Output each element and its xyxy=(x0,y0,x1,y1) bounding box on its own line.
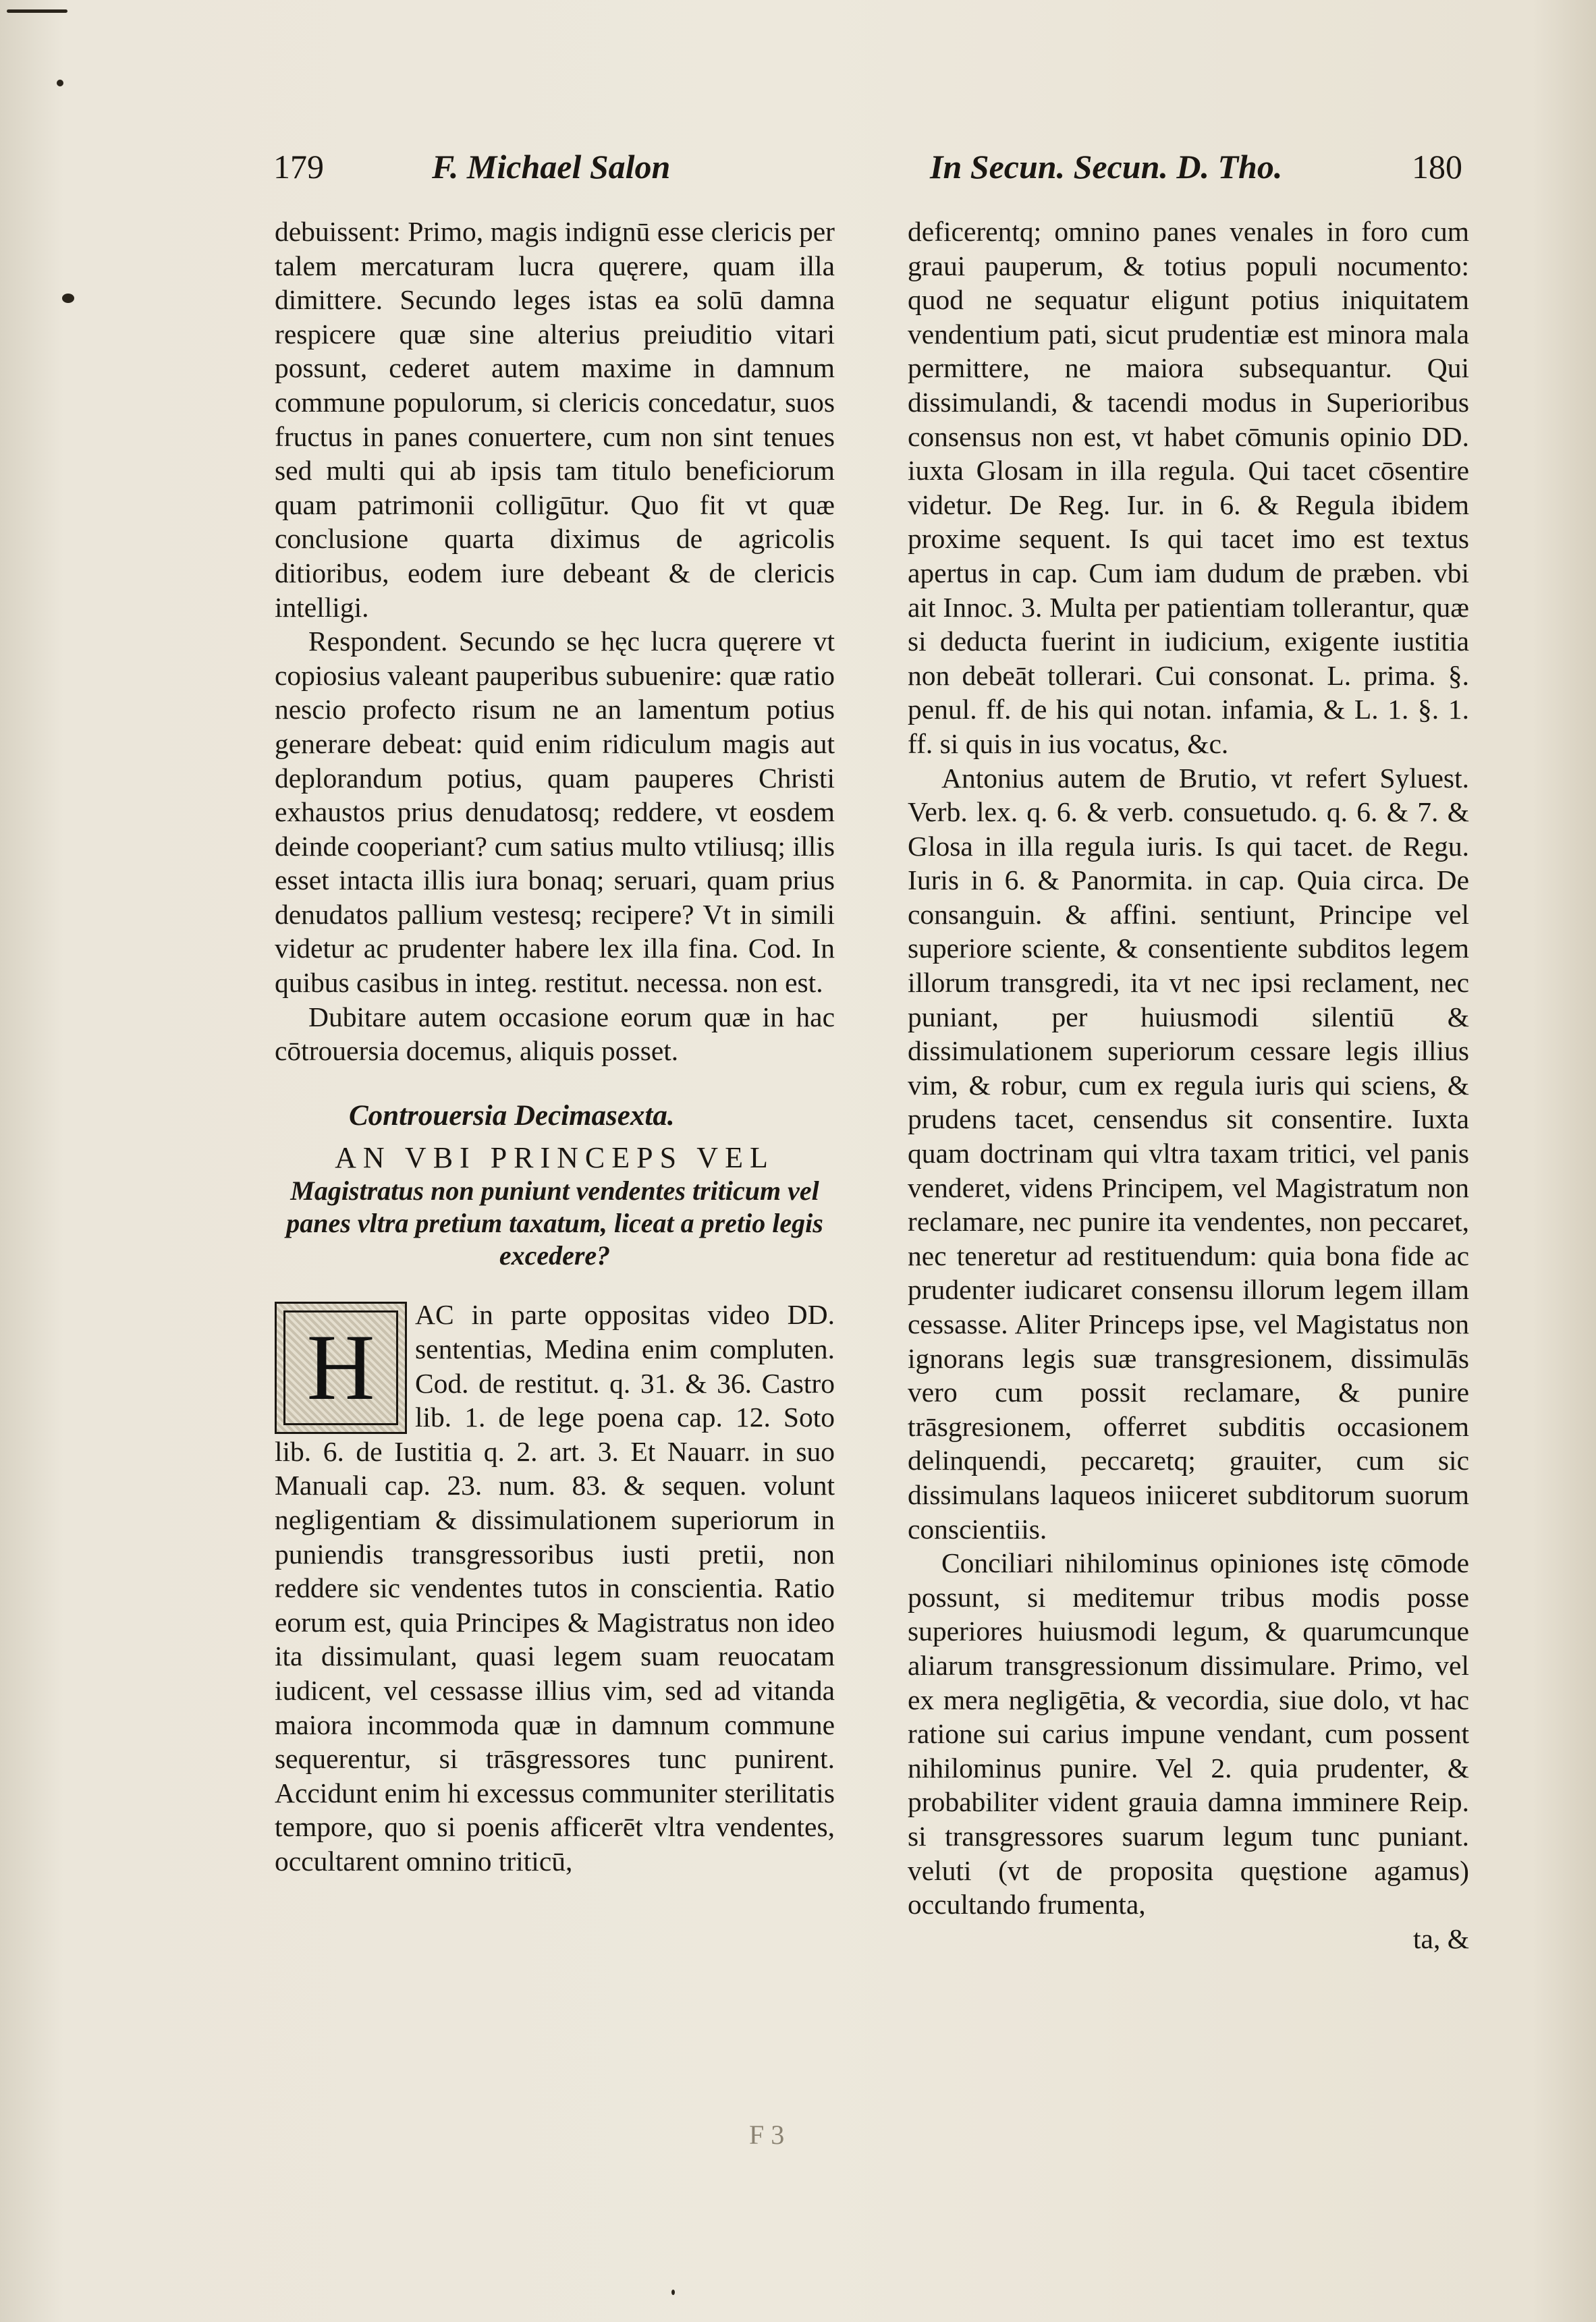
ink-speck-icon xyxy=(7,9,67,13)
left-column xyxy=(275,215,835,1879)
running-head xyxy=(0,147,1596,201)
question-subheading: Magistratus non puniunt vendentes triticum vel panes vltra pretium taxatum, liceat a pretio legis excedere? xyxy=(286,1176,823,1271)
controversy-title: Controuersia Decimasexta. xyxy=(349,1099,675,1132)
running-head-author: F. Michael Salon xyxy=(432,148,671,186)
initial-frame xyxy=(283,1310,398,1425)
paragraph: Respondent. Secundo se hęc lucra quęrere vt copiosius valeant pauperibus subuenire: quæ ratio nescio profecto risum ne an lamentum potius generare debeat: quid enim ridiculum magis aut deplorandum potius, quam pauperes Christi exhaustos prius denudatosq; reddere, vt eosdem deinde cooperiant? cum satius multo vtiliusq; illis esset intacta illis iura bonaq; seruari, quam prius denudatos pallium vestesq; recipere? Vt in simili videtur ac prudenter habere lex illa fina. Cod. In quibus casibus in integ. restitut. necessa. non est. xyxy=(275,626,835,999)
ink-speck-icon xyxy=(671,2290,675,2295)
right-page-number: 180 xyxy=(1412,148,1462,186)
paragraph: debuissent: Primo, magis indignū esse clericis per talem mercaturam lucra quęrere, quam illa dimittere. Secundo leges istas ea solū damna respicere quæ sine alterius preiuditio vitari possunt, cederet autem maxime in damnum commune populorum, si clericis concedatur, suos fructus in panes conuertere, cum non sint tenues sed multi qui ab ipsis tam titulo beneficiorum quam patrimonii colligūtur. Quo fit vt quæ conclusione quarta diximus de agricolis ditioribus, eodem iure debeant & de clericis intelligi. xyxy=(275,216,835,623)
paragraph: Dubitare autem occasione eorum quæ in hac cōtrouersia docemus, aliquis posset. xyxy=(275,1001,835,1067)
paragraph: Antonius autem de Brutio, vt refert Syluest. Verb. lex. q. 6. & verb. consuetudo. q. 6. & 7. & Glosa in illa regula iuris. Is qui tacet. de Regu. Iuris in 6. & Panormita. in cap. Quia circa. De consanguin. & affini. sentiunt, Principe vel superiore sciente, & consentiente subditos legem illorum transgredi, ita vt nec ipsi reclament, nec puniant, per huiusmodi silentiū & dissimulationem superiorum cessare legis illius vim, & robur, cum ex regula iuris qui sciens, & prudens tacet, censendus sit consentire. Iuxta quam doctrinam qui vltra taxam tritici, vel panis venderet, videns Principem, vel Magistratum non reclamare, nec punire ita vendentes, non peccaret, nec teneretur ad restituendum: quia bona fide ac prudenter iudicaret consensu illorum legem illam cessasse. Aliter Princeps ipse, vel Magistatus non ignorans legis suæ transgresionem, dissimulās vero cum possit reclamare, & punire trāsgresionem, offerret subditis occasionem delinquendi, peccaretq; grauiter, cum sic dissimulans laqueos iniiceret subditorum suorum conscientiis. xyxy=(908,762,1469,1545)
paragraph: deficerentq; omnino panes venales in foro cum graui pauperum, & totius populi nocumento: quod ne sequatur eligunt potius iniquitatem vendentium pati, sicut prudentiæ est minora mala permittere, ne maiora subsequantur. Qui dissimulandi, & tacendi modus in Superioribus consensus non est, vt habet cōmunis opinio DD. iuxta Glosam in illa regula. Qui tacet cōsentire videtur. De Reg. Iur. in 6. & Regula ibidem proxime sequent. Is qui tacet imo est textus apertus in cap. Cum iam dudum de præben. vbi ait Innoc. 3. Multa per patientiam tollerantur, quæ si deducta fuerint in iudicium, exigente iustitia non debeāt tollerari. Cui consonat. L. prima. §. penul. ff. de his qui notan. infamia, & L. 1. §. 1. ff. si quis in ius vocatus, &c. xyxy=(908,216,1469,759)
decorated-initial-icon xyxy=(275,1302,407,1434)
ink-speck-icon xyxy=(57,80,63,86)
ink-speck-icon xyxy=(62,294,74,303)
running-head-book: In Secun. Secun. D. Tho. xyxy=(930,148,1283,186)
signature-mark: F 3 xyxy=(749,2120,785,2150)
paragraph: AC in parte oppositas video DD. sententias, Medina enim compluten. Cod. de restitut. q. 31. & 36. Castro lib. 1. de lege poena cap. 12. Soto lib. 6. de Iustitia q. 2. art. 3. Et Nauarr. in suo Manuali cap. 23. num. 83. & sequen. volunt negligentiam & dissimulationem superiorum in puniendis transgressoribus iusti pretii, non reddere sic vendentes tutos in conscientia. Ratio eorum est, quia Principes & Magistratus non ideo ita dissimulant, quasi legem suam reuocatam iudicent, vel cessasse illius vim, sed ad vitanda maiora incommoda quæ in damnum commune sequerentur, si trāsgressores tunc punirent. Accidunt enim hi excessus communiter sterilitatis tempore, quo si poenis afficerēt vltra vendentes, occultarent omnino triticū, xyxy=(275,1299,835,1877)
initial-letter: H xyxy=(306,1315,375,1420)
catchword: ta, & xyxy=(1413,1923,1469,1954)
question-heading: AN VBI PRINCEPS VEL xyxy=(335,1141,775,1175)
left-page-number: 179 xyxy=(273,148,324,186)
opening-paragraph xyxy=(275,1298,835,1878)
right-column xyxy=(908,215,1469,1956)
paragraph: Conciliari nihilominus opiniones istę cōmode possunt, si meditemur tribus modis posse superiores huiusmodi legum, & quarumcunque aliarum transgressionum dissimulare. Primo, vel ex mera negligētia, & vecordia, siue dolo, vt hac ratione sui carius impune vendant, cum possent nihilominus punire. Vel 2. quia prudenter, & probabiliter vident grauia damna imminere Reip. si transgressores suarum legum tunc puniant. veluti (vt de proposita quęstione agamus) occultando frumenta, xyxy=(908,1547,1469,1920)
